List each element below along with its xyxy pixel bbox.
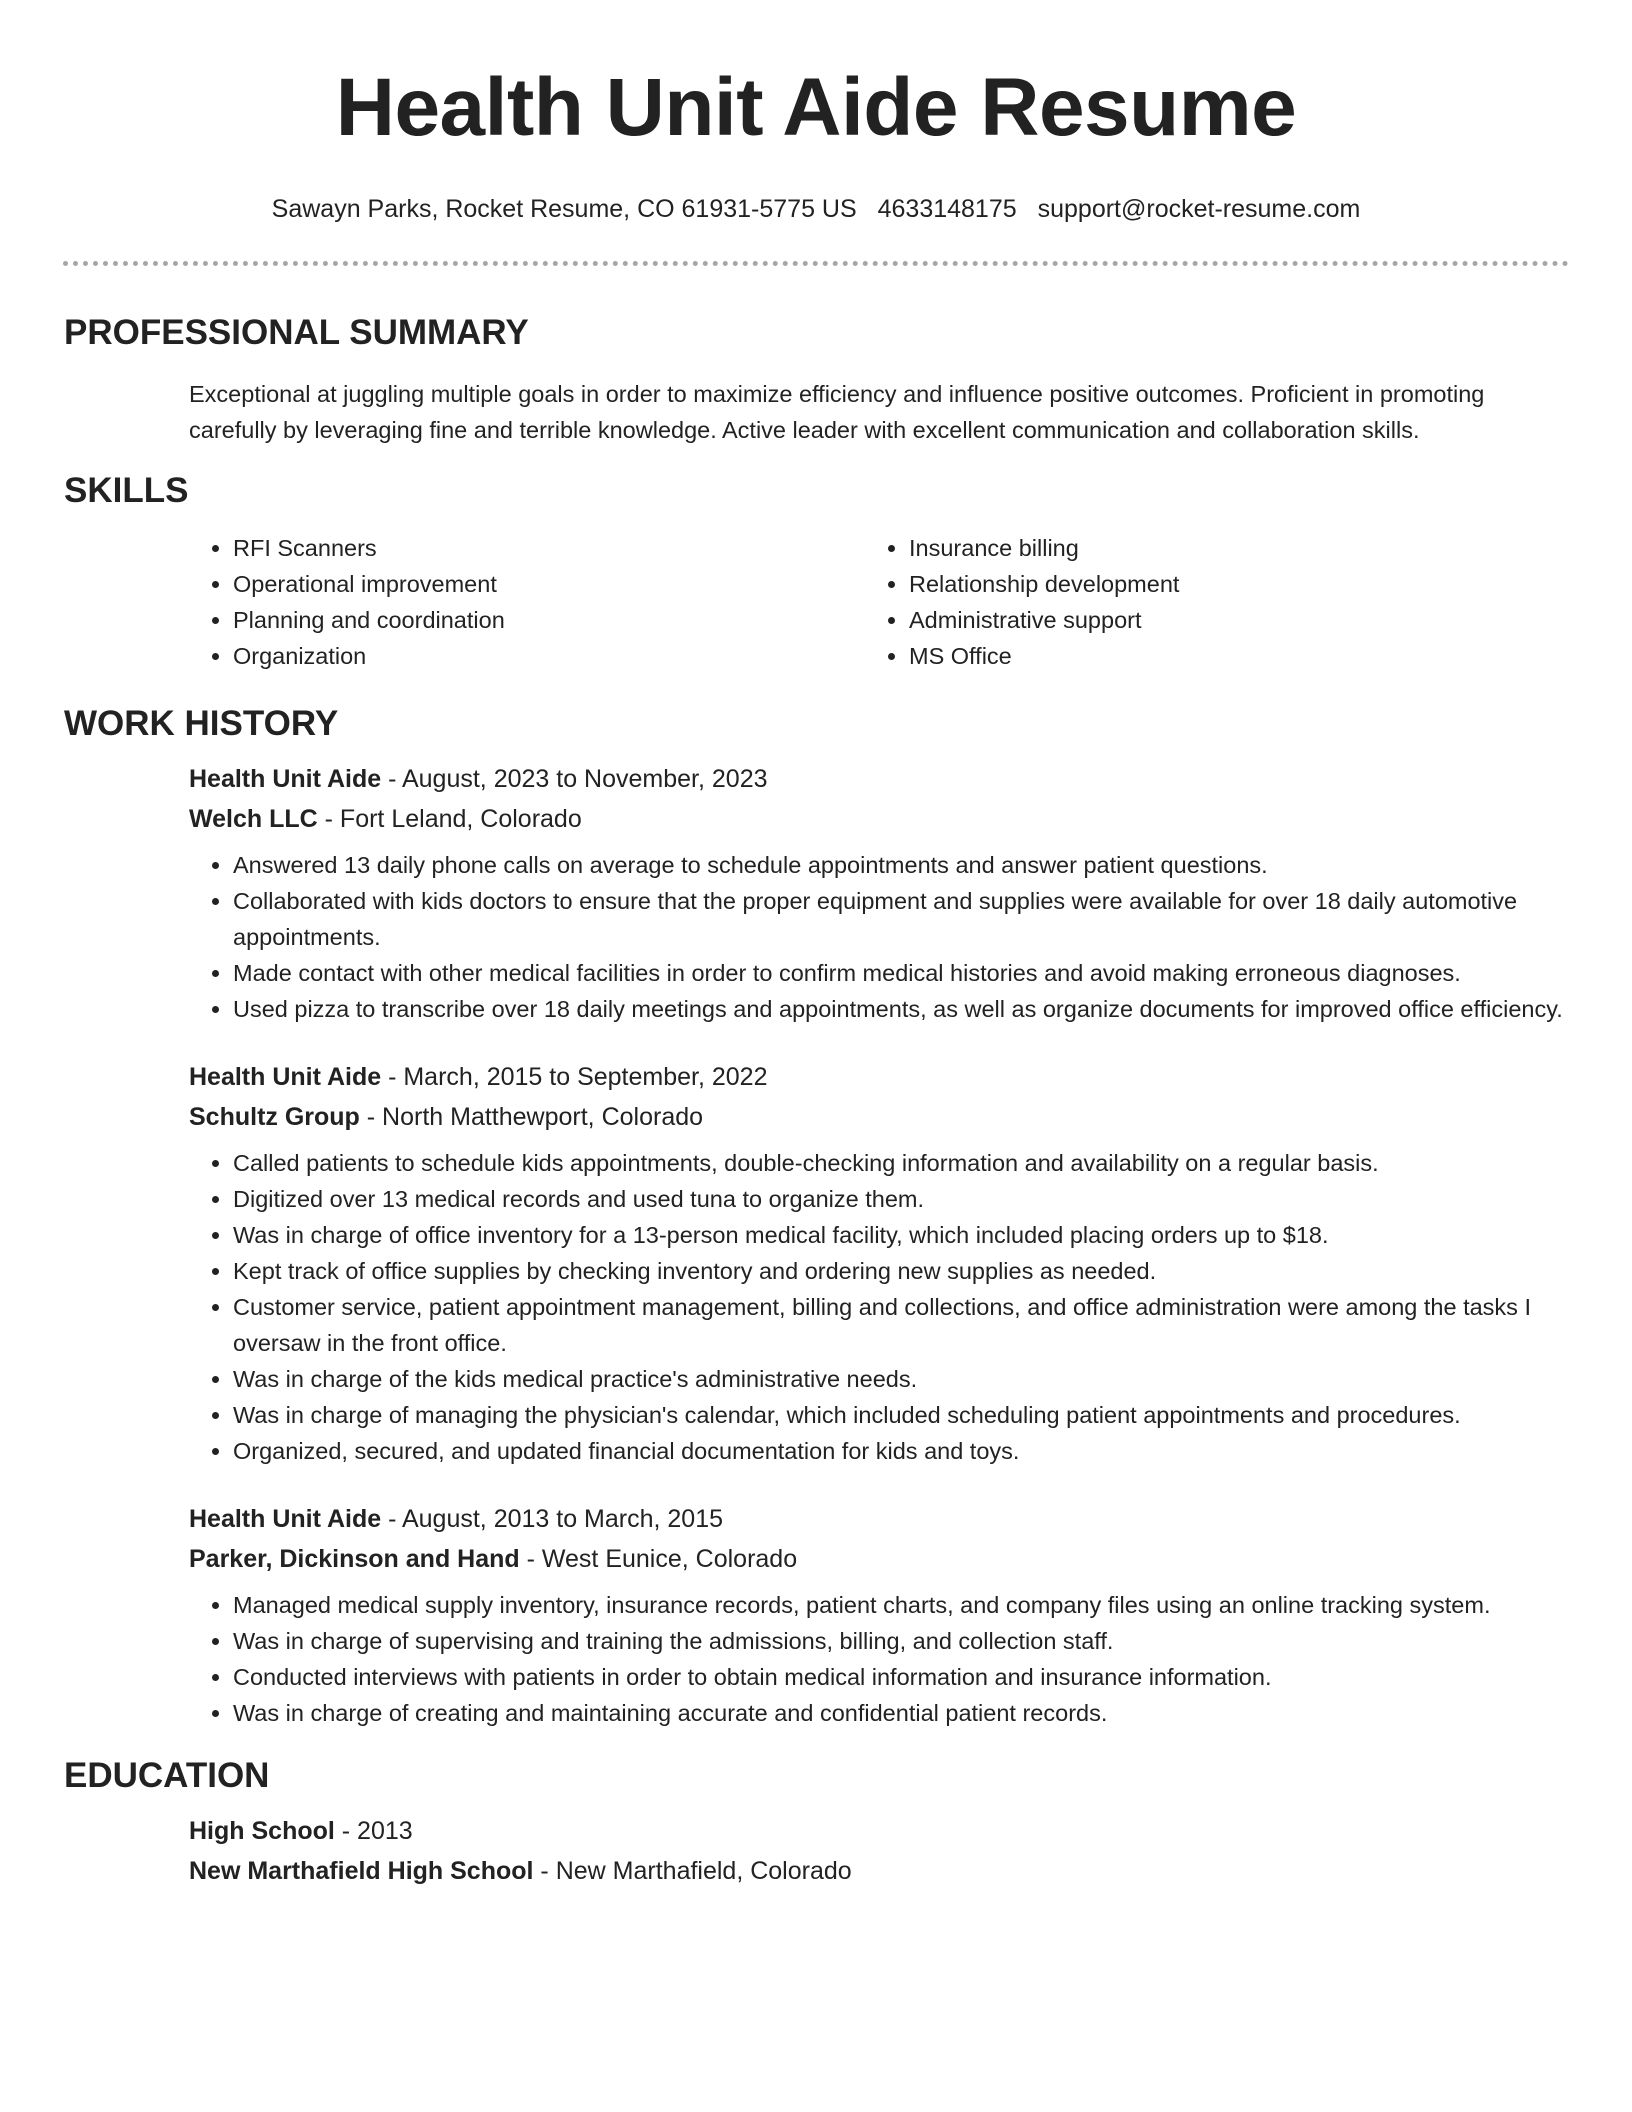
job-duty: • Digitized over 13 medical records and used tuna to organize them.: [233, 1181, 1566, 1217]
job-duty: • Kept track of office supplies by checking inventory and ordering new supplies as needed.: [233, 1253, 1566, 1289]
contact-address: Sawayn Parks, Rocket Resume, CO 61931-5775 US: [271, 195, 857, 223]
skill-item: • Insurance billing: [909, 530, 1541, 566]
resume-title: Health Unit Aide Resume: [335, 62, 1297, 153]
job-title-line: [189, 1057, 1566, 1097]
header-divider: [63, 261, 1569, 266]
summary-text: Exceptional at juggling multiple goals in order to maximize efficiency and influence positive outcomes. Proficient in promoting carefully by leveraging fine and terrible knowledge. Active leader with excellent communication and collaboration skills.: [189, 381, 1485, 443]
skills-list: [189, 530, 1566, 674]
job-entry: [189, 1057, 1566, 1469]
skill-item: • Administrative support: [909, 602, 1541, 638]
education-degree: High School: [189, 1817, 335, 1845]
job-duty: • Collaborated with kids doctors to ensure that the proper equipment and supplies were available for over 18 daily automotive appointments.: [233, 883, 1566, 955]
job-company: Schultz Group: [189, 1103, 360, 1131]
job-company: Welch LLC: [189, 805, 318, 833]
education-year: - 2013: [334, 1817, 413, 1845]
job-title: Health Unit Aide: [189, 1063, 382, 1091]
education-school: New Marthafield High School: [189, 1857, 534, 1885]
job-duty: • Made contact with other medical facilities in order to confirm medical histories and avoid making erroneous diagnoses.: [233, 955, 1566, 991]
job-duty: • Answered 13 daily phone calls on average to schedule appointments and answer patient questions.: [233, 847, 1566, 883]
skill-item: • Planning and coordination: [233, 602, 865, 638]
job-location: - West Eunice, Colorado: [519, 1545, 798, 1573]
education-degree-line: [189, 1811, 1566, 1851]
job-title-line: [189, 759, 1566, 799]
education-entry: [189, 1811, 1566, 1891]
job-title: Health Unit Aide: [189, 1505, 382, 1533]
job-company: Parker, Dickinson and Hand: [189, 1545, 520, 1573]
skills-column-left: [189, 530, 865, 674]
job-entry: [189, 1499, 1566, 1731]
skill-item: • RFI Scanners: [233, 530, 865, 566]
job-duty: • Was in charge of supervising and training the admissions, billing, and collection staff.: [233, 1623, 1566, 1659]
contact-phone: 4633148175: [877, 195, 1017, 223]
job-dates: - March, 2015 to September, 2022: [381, 1063, 768, 1091]
job-title: Health Unit Aide: [189, 765, 382, 793]
job-company-line: [189, 1539, 1566, 1579]
contact-email: support@rocket-resume.com: [1037, 195, 1361, 223]
job-location: - Fort Leland, Colorado: [317, 805, 582, 833]
work-history-heading: WORK HISTORY: [64, 704, 339, 743]
skill-item: • Operational improvement: [233, 566, 865, 602]
job-duty: • Called patients to schedule kids appointments, double-checking information and availability on a regular basis.: [233, 1145, 1566, 1181]
job-title-line: [189, 1499, 1566, 1539]
education-heading: EDUCATION: [64, 1756, 270, 1795]
job-duties: [189, 847, 1566, 1027]
education-location: - New Marthafield, Colorado: [533, 1857, 852, 1885]
job-duties: [189, 1145, 1566, 1469]
education-school-line: [189, 1851, 1566, 1891]
job-duty: • Was in charge of office inventory for a 13-person medical facility, which included placing orders up to $18.: [233, 1217, 1566, 1253]
job-duty: • Organized, secured, and updated financial documentation for kids and toys.: [233, 1433, 1566, 1469]
job-location: - North Matthewport, Colorado: [359, 1103, 704, 1131]
job-duty: • Customer service, patient appointment management, billing and collections, and office administration were among the tasks I oversaw in the front office.: [233, 1289, 1566, 1361]
job-company-line: [189, 799, 1566, 839]
job-duty: • Managed medical supply inventory, insurance records, patient charts, and company files using an online tracking system.: [233, 1587, 1566, 1623]
job-entry: [189, 759, 1566, 1027]
job-duty: • Conducted interviews with patients in order to obtain medical information and insurance information.: [233, 1659, 1566, 1695]
summary-heading: PROFESSIONAL SUMMARY: [64, 313, 529, 352]
job-duty: • Was in charge of creating and maintaining accurate and confidential patient records.: [233, 1695, 1566, 1731]
skill-item: • MS Office: [909, 638, 1541, 674]
skill-item: • Relationship development: [909, 566, 1541, 602]
skill-item: • Organization: [233, 638, 865, 674]
skills-heading: SKILLS: [64, 471, 189, 510]
job-dates: - August, 2023 to November, 2023: [381, 765, 768, 793]
job-duty: • Was in charge of the kids medical practice's administrative needs.: [233, 1361, 1566, 1397]
contact-line: [0, 194, 1632, 224]
job-company-line: [189, 1097, 1566, 1137]
job-dates: - August, 2013 to March, 2015: [381, 1505, 724, 1533]
job-duty: • Was in charge of managing the physician's calendar, which included scheduling patient appointments and procedures.: [233, 1397, 1566, 1433]
job-duty: • Used pizza to transcribe over 18 daily meetings and appointments, as well as organize documents for improved office efficiency.: [233, 991, 1566, 1027]
skills-column-right: [865, 530, 1541, 674]
job-duties: [189, 1587, 1566, 1731]
